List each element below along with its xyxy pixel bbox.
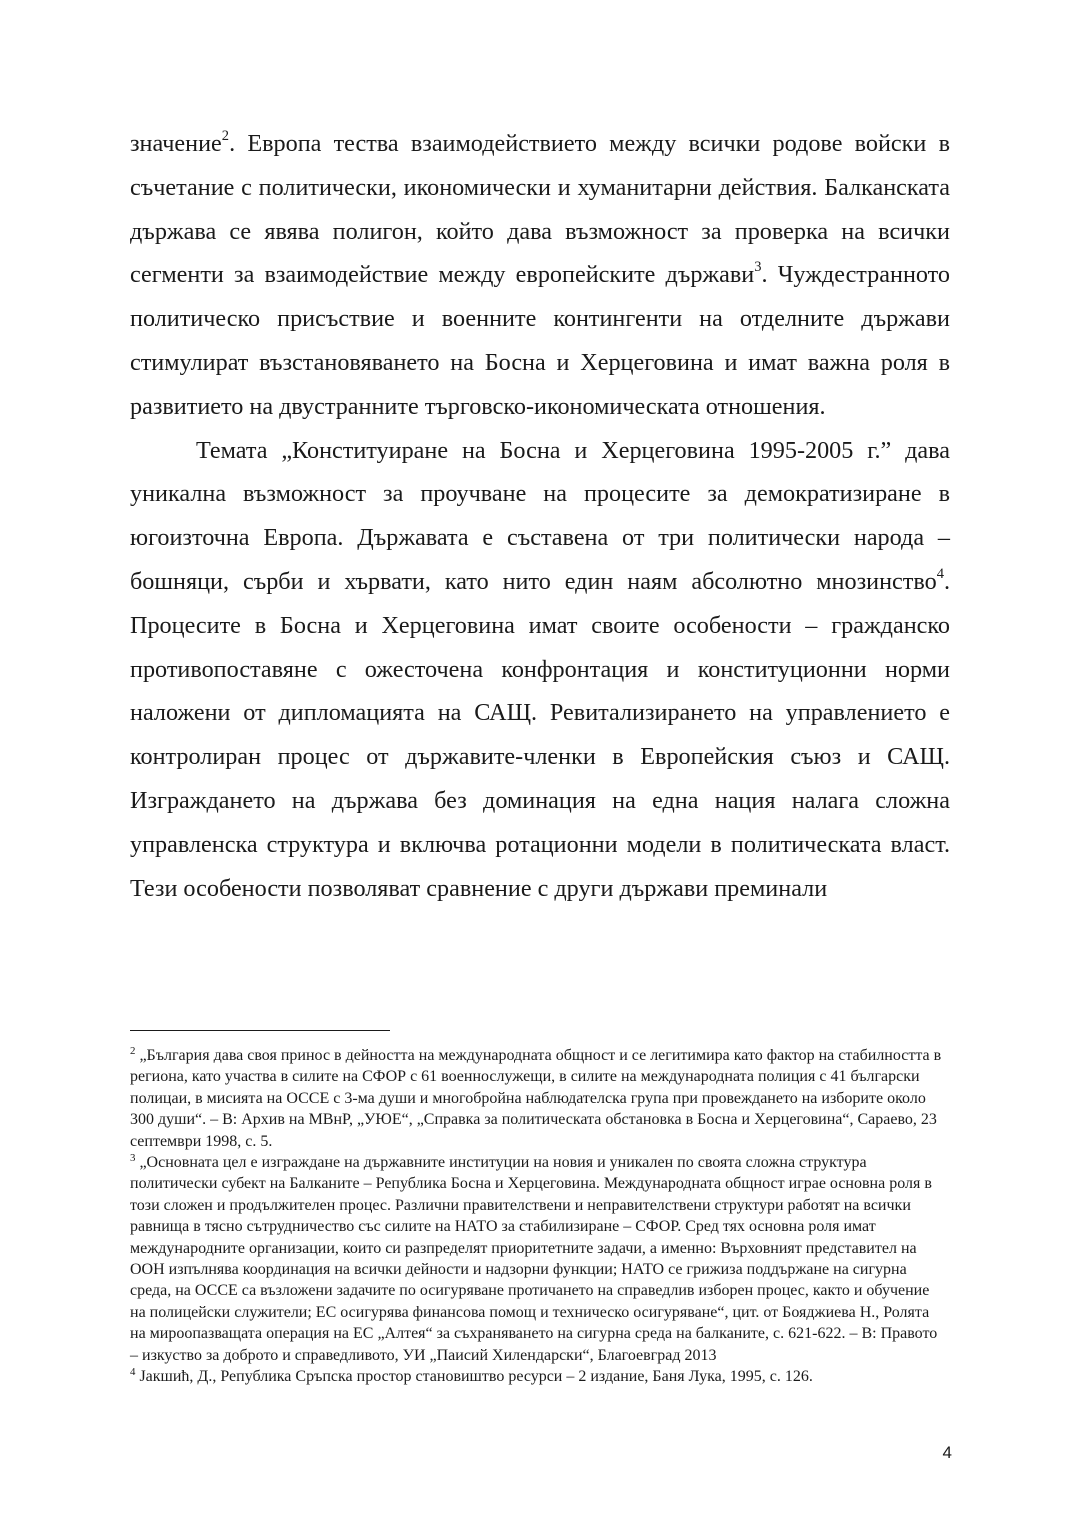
paragraph-1-text-a: значение bbox=[130, 130, 222, 157]
paragraph-2-text-a: Темата „Конституиране на Босна и Херцеговина 1995-2005 г.” дава уникална възможност за проучване на процесите за демократизиране в югоизточна Европа. Държавата е съставена от три политически народа – бошняци, сърби и хървати, като нито един наям абсолютно мнозинство bbox=[130, 436, 950, 595]
paragraph-1 bbox=[130, 122, 950, 429]
footnote-3-number: 3 bbox=[130, 1152, 136, 1165]
footnote-2 bbox=[130, 1045, 946, 1152]
footnote-4-text: Јакшић, Д., Република Сръпска простор становиштво ресурси – 2 издание, Баня Лука, 1995, с. 126. bbox=[135, 1368, 813, 1386]
footnote-3 bbox=[130, 1152, 946, 1366]
page-number: 4 bbox=[942, 1443, 952, 1462]
footnote-ref-4: 4 bbox=[936, 566, 944, 583]
paragraph-2-text-b: . Процесите в Босна и Херцеговина имат своите особености – гражданско противопоставяне с ожесточена конфронтация и конституционни норми наложени от дипломацията на САЩ. Ревитализирането на управлението е контролиран процес от държавите-членки в Европейския съюз и САЩ. Изграждането на държава без доминация на една нация налага сложна управленска структура и включва ротационни модели в политическата власт. Тези особености позволяват сравнение с други държави преминали bbox=[130, 567, 950, 902]
paragraph-1-text-b: . Европа тества взаимодействието между всички родове войски в съчетание с политически, икономически и хуманитарни действия. Балканската държава се явява полигон, който дава възможност за проверка на всички сегменти за взаимодействие между европейските държави bbox=[130, 130, 950, 289]
footnote-4-number: 4 bbox=[130, 1366, 136, 1379]
footnotes bbox=[130, 1045, 946, 1388]
paragraph-1-text-c: . Чуждестранното политическо присъствие и военните контингенти на отделните държави стимулират възстановяването на Босна и Херцеговина и имат важна роля в развитието на двустранните търговско-икономическата отношения. bbox=[130, 261, 951, 420]
footnote-4 bbox=[130, 1366, 946, 1387]
footnote-ref-3: 3 bbox=[754, 259, 762, 276]
footnote-separator bbox=[130, 1030, 390, 1031]
body-text bbox=[130, 122, 950, 910]
footnote-2-text: „България дава своя принос в дейността на международната общност и се легитимира като фактор на стабилността в региона, като участва в силите на СФОР с 61 военнослужещи, в силите на международната полиция с 41 български полицаи, в мисията на ОССЕ с 3-ма души и многобройна наблюдателска група при провеждането на изборите около 300 души“. – В: Архив на МВнР, „УЮЕ“, „Справка за политическата обстановка в Босна и Херцеговина“, Сараево, 23 септември 1998, с. 5. bbox=[130, 1047, 942, 1150]
footnote-2-number: 2 bbox=[130, 1045, 136, 1058]
footnote-ref-2: 2 bbox=[221, 128, 230, 145]
paragraph-2 bbox=[130, 429, 950, 911]
footnote-3-text: „Основната цел е изграждане на държавните институции на новия и уникален по своята сложна структура политически субект на Балканите – Република Босна и Херцеговина. Международната общност играе основна роля в този сложен и продължителен процес. Различни правителствени и неправителствени структури работят на всички равнища в тясно сътрудничество със силите на НАТО за стабилизиране – СФОР. Сред тях основна роля имат международните организации, които си разпределят приоритетните задачи, а именно: Върховният представител на ООН изпълнява координация на всички дейности и надзорни функции; НАТО се грижиза поддържане на сигурна среда, на ОССЕ са възложени задачите по осигуряване протичането на справедлив изборен процес, както и обучение на полицейски служители; ЕС осигурява финансова помощ и техническо осигуряване“, цит. от Бояджиева Н., Ролята на мироопазващата операция на ЕС „Алтея“ за съхраняването на сигурна среда на балканите, с. 621-622. – В: Правото – изкуство за доброто и справедливото, УИ „Паисий Хилендарски“, Благоевград 2013 bbox=[130, 1154, 938, 1364]
